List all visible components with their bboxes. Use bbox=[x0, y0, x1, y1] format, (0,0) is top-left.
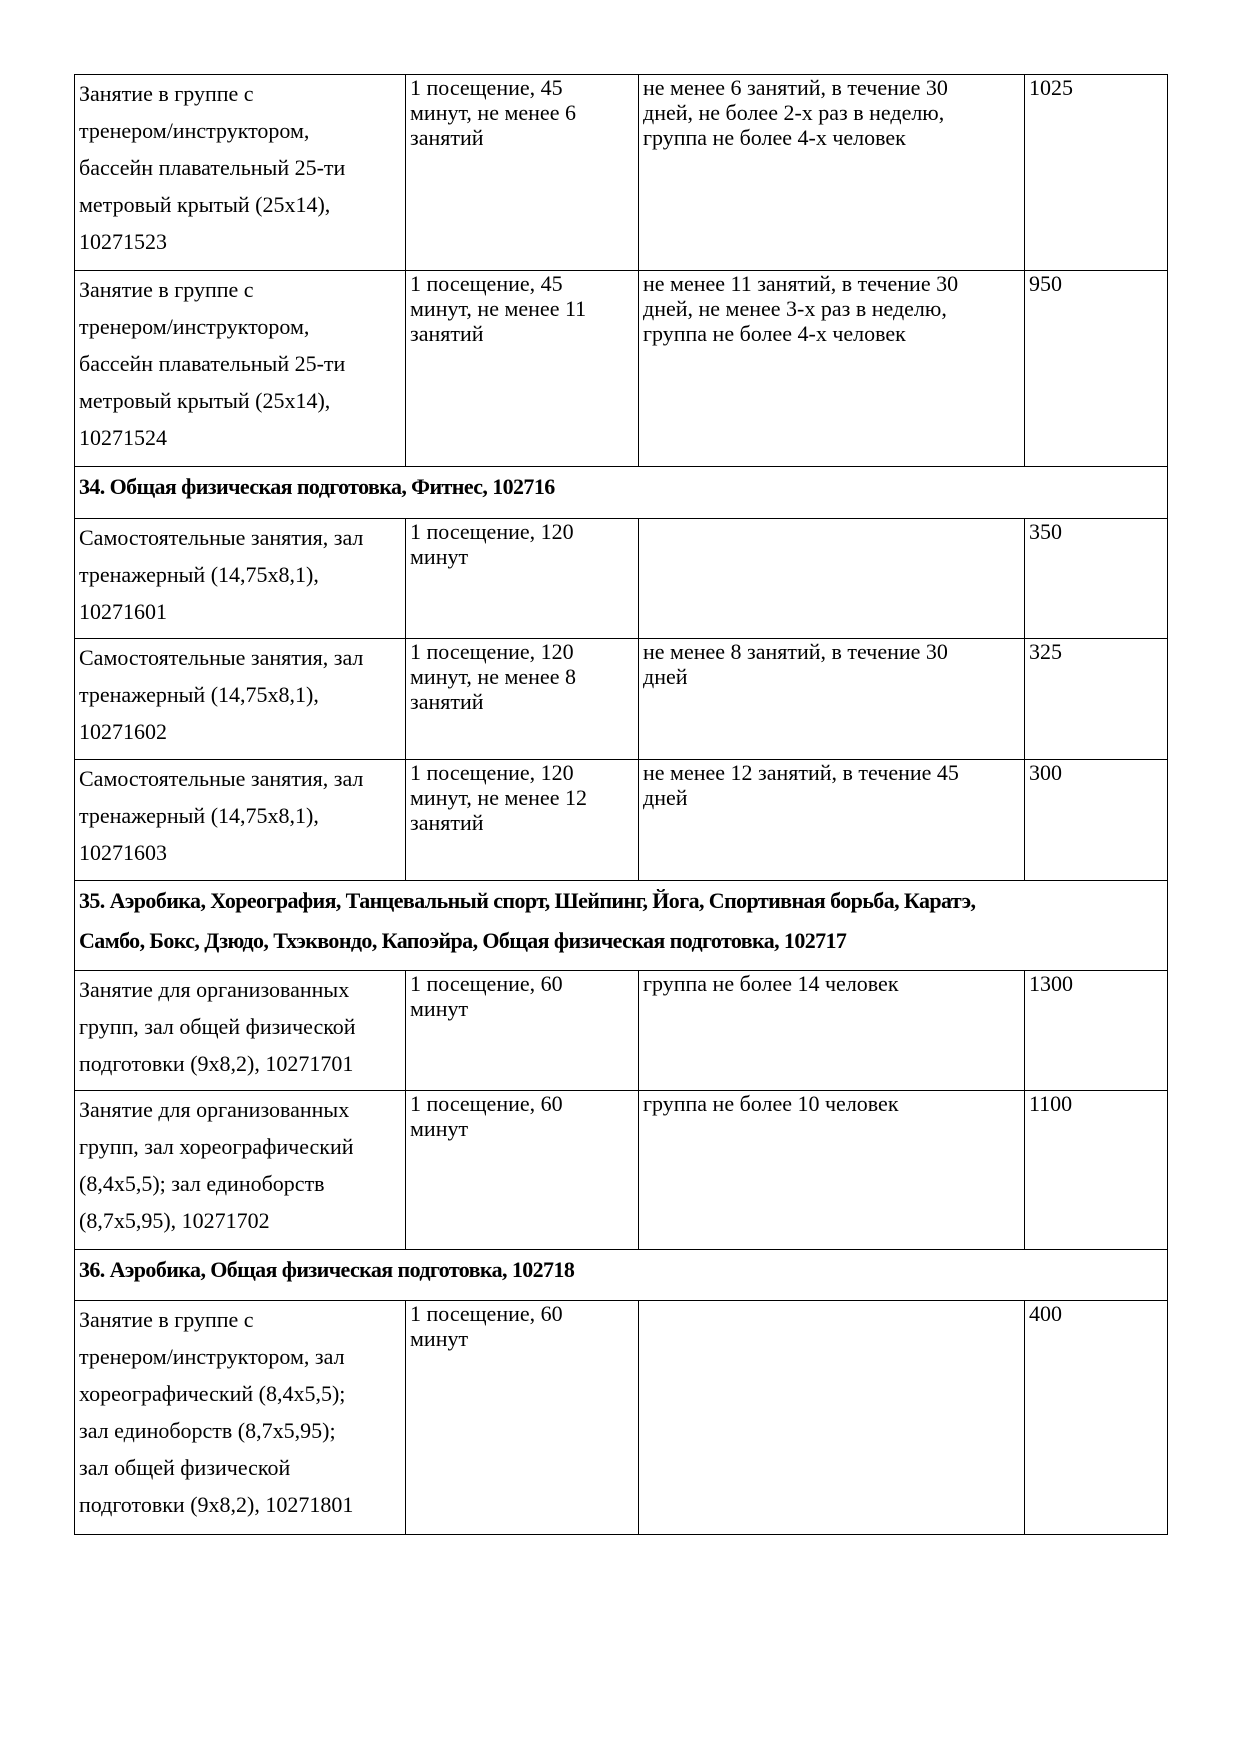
conditions: группа не более 14 человек bbox=[643, 971, 899, 996]
price-cell bbox=[1025, 760, 1168, 881]
duration: 1 посещение, 120 минут, не менее 8 занятий bbox=[410, 639, 576, 714]
conditions: не менее 12 занятий, в течение 45 дней bbox=[643, 760, 959, 810]
price: 325 bbox=[1029, 639, 1062, 664]
price-cell bbox=[1025, 1301, 1168, 1535]
service-name-cell bbox=[75, 1301, 406, 1535]
section-title: 34. Общая физическая подготовка, Фитнес, 102716 bbox=[79, 474, 555, 499]
service-name-cell bbox=[75, 971, 406, 1091]
duration-cell bbox=[406, 639, 639, 760]
price: 350 bbox=[1029, 519, 1062, 544]
table-row bbox=[75, 271, 1168, 467]
duration: 1 посещение, 60 минут bbox=[410, 971, 563, 1021]
section-row bbox=[75, 1250, 1168, 1301]
service-name: Занятие для организованных групп, зал хореографический (8,4х5,5); зал единоборств (8,7х5,95), 10271702 bbox=[79, 1097, 354, 1233]
document-page bbox=[74, 74, 1167, 1535]
conditions: не менее 8 занятий, в течение 30 дней bbox=[643, 639, 948, 689]
table-row bbox=[75, 1301, 1168, 1535]
duration-cell bbox=[406, 75, 639, 271]
price: 1300 bbox=[1029, 971, 1073, 996]
service-name: Самостоятельные занятия, зал тренажерный (14,75х8,1), 10271603 bbox=[79, 766, 364, 865]
duration-cell bbox=[406, 519, 639, 639]
service-name-cell bbox=[75, 639, 406, 760]
conditions-cell bbox=[639, 1301, 1025, 1535]
price: 300 bbox=[1029, 760, 1062, 785]
price: 1025 bbox=[1029, 75, 1073, 100]
conditions-cell bbox=[639, 75, 1025, 271]
service-name-cell bbox=[75, 519, 406, 639]
service-name: Занятие в группе с тренером/инструктором, бассейн плавательный 25-ти метровый крытый (25х14), 10271524 bbox=[79, 277, 346, 450]
section-title: 36. Аэробика, Общая физическая подготовка, 102718 bbox=[79, 1257, 575, 1282]
section-row bbox=[75, 881, 1168, 971]
table-row bbox=[75, 75, 1168, 271]
price: 1100 bbox=[1029, 1091, 1073, 1116]
section-title: 35. Аэробика, Хореография, Танцевальный спорт, Шейпинг, Йога, Спортивная борьба, Каратэ, Самбо, Бокс, Дзюдо, Тхэквондо, Капоэйра, Общая физическая подготовка, 102717 bbox=[79, 888, 976, 953]
conditions: группа не более 10 человек bbox=[643, 1091, 899, 1116]
table-row bbox=[75, 971, 1168, 1091]
section-heading bbox=[75, 881, 1168, 971]
service-name-cell bbox=[75, 1091, 406, 1250]
service-name-cell bbox=[75, 760, 406, 881]
price-cell bbox=[1025, 75, 1168, 271]
duration-cell bbox=[406, 271, 639, 467]
conditions-cell bbox=[639, 1091, 1025, 1250]
service-name: Занятие в группе с тренером/инструктором, бассейн плавательный 25-ти метровый крытый (25х14), 10271523 bbox=[79, 81, 346, 254]
duration-cell bbox=[406, 1301, 639, 1535]
table-row bbox=[75, 760, 1168, 881]
conditions-cell bbox=[639, 971, 1025, 1091]
duration-cell bbox=[406, 971, 639, 1091]
conditions-cell bbox=[639, 271, 1025, 467]
duration: 1 посещение, 60 минут bbox=[410, 1091, 563, 1141]
service-name: Занятие в группе с тренером/инструктором, зал хореографический (8,4х5,5); зал единоборств (8,7х5,95); зал общей физической подготовки (9х8,2), 10271801 bbox=[79, 1307, 354, 1517]
section-heading bbox=[75, 467, 1168, 519]
service-name-cell bbox=[75, 75, 406, 271]
price-table bbox=[74, 74, 1168, 1535]
price-cell bbox=[1025, 519, 1168, 639]
table-row bbox=[75, 639, 1168, 760]
service-name: Самостоятельные занятия, зал тренажерный (14,75х8,1), 10271601 bbox=[79, 525, 364, 624]
conditions-cell bbox=[639, 519, 1025, 639]
section-heading bbox=[75, 1250, 1168, 1301]
duration-cell bbox=[406, 1091, 639, 1250]
duration: 1 посещение, 45 минут, не менее 6 занятий bbox=[410, 75, 576, 150]
duration: 1 посещение, 45 минут, не менее 11 занятий bbox=[410, 271, 587, 346]
price-cell bbox=[1025, 271, 1168, 467]
price: 400 bbox=[1029, 1301, 1062, 1326]
duration: 1 посещение, 120 минут bbox=[410, 519, 574, 569]
conditions-cell bbox=[639, 760, 1025, 881]
service-name: Самостоятельные занятия, зал тренажерный (14,75х8,1), 10271602 bbox=[79, 645, 364, 744]
duration-cell bbox=[406, 760, 639, 881]
duration: 1 посещение, 120 минут, не менее 12 занятий bbox=[410, 760, 587, 835]
price: 950 bbox=[1029, 271, 1062, 296]
price-cell bbox=[1025, 639, 1168, 760]
service-name-cell bbox=[75, 271, 406, 467]
table-row bbox=[75, 1091, 1168, 1250]
price-cell bbox=[1025, 1091, 1168, 1250]
conditions: не менее 6 занятий, в течение 30 дней, не более 2-х раз в неделю, группа не более 4-х человек bbox=[643, 75, 948, 150]
service-name: Занятие для организованных групп, зал общей физической подготовки (9х8,2), 10271701 bbox=[79, 977, 356, 1076]
section-row bbox=[75, 467, 1168, 519]
price-cell bbox=[1025, 971, 1168, 1091]
conditions-cell bbox=[639, 639, 1025, 760]
conditions: не менее 11 занятий, в течение 30 дней, не менее 3-х раз в неделю, группа не более 4-х человек bbox=[643, 271, 959, 346]
table-row bbox=[75, 519, 1168, 639]
duration: 1 посещение, 60 минут bbox=[410, 1301, 563, 1351]
